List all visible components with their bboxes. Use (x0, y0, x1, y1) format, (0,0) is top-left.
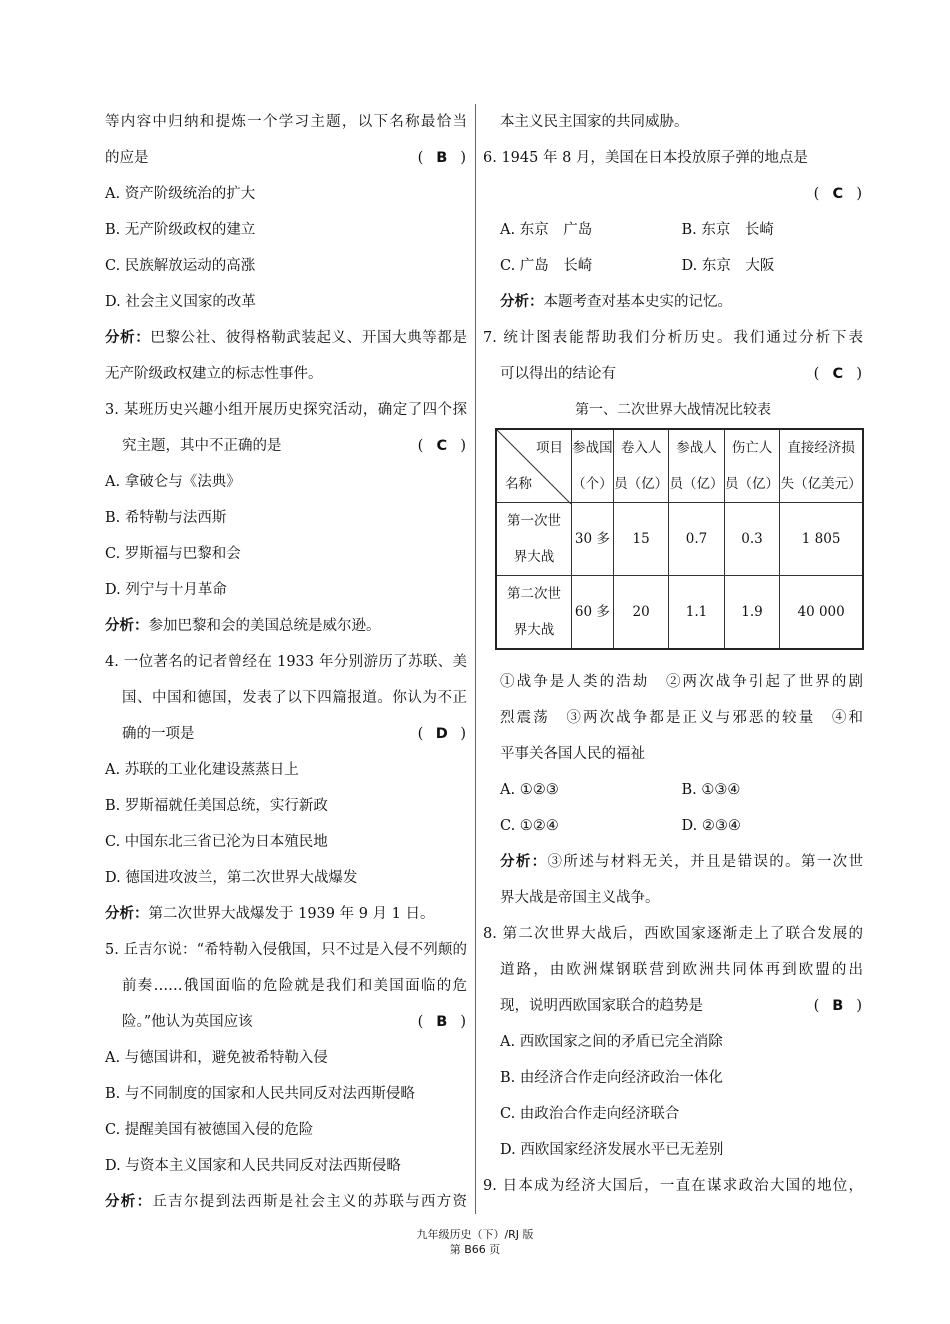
q8-answer: ( B ) (814, 988, 863, 1024)
q4-option-a: A. 苏联的工业化建设蒸蒸日上 (105, 762, 299, 778)
row-name-cell (496, 576, 572, 650)
q8-answer-letter: B (832, 998, 845, 1014)
q7-analysis-line2: 界大战是帝国主义战争。 (500, 890, 660, 906)
comparison-table (495, 428, 864, 650)
q4-option-d: D. 德国进攻波兰，第二次世界大战爆发 (105, 870, 358, 886)
q3-analysis-label: 分析： (105, 618, 149, 634)
q7-statement-line2: 烈震荡 ③两次战争都是正义与邪恶的较量 ④和 (500, 710, 863, 726)
q7-statement-line3: 平事关各国人民的福祉 (500, 746, 645, 762)
q6-analysis (483, 284, 863, 320)
q8-stem-line2: 道路，由欧洲煤钢联营到欧洲共同体再到欧盟的出 (500, 962, 863, 978)
header-cell (780, 429, 863, 503)
q3-stem-line2 (105, 428, 467, 464)
header-text: 参战人 (676, 440, 717, 456)
q4-analysis (105, 896, 467, 932)
q4-analysis-label: 分析： (105, 906, 149, 922)
q3-analysis-text: 参加巴黎和会的美国总统是威尔逊。 (148, 618, 381, 634)
q7-answer-letter: C (832, 366, 845, 382)
q5-stem-text: 险。”他认为英国应该 (122, 1014, 253, 1030)
q6-answer: ( C ) (814, 176, 863, 212)
table-cell: 60 多 (572, 576, 614, 650)
q5-option-d: D. 与资本主义国家和人民共同反对法西斯侵略 (105, 1158, 401, 1174)
q6-stem-line1: 6. 1945 年 8 月，美国在日本投放原子弹的地点是 (483, 150, 808, 166)
header-text: 参战国 (572, 440, 613, 456)
q7-answer: ( C ) (814, 356, 863, 392)
header-unit: 员（亿） (669, 476, 724, 492)
q5-stem-line1: 5. 丘吉尔说：“希特勒入侵俄国，只不过是入侵不列颠的 (105, 942, 467, 958)
corner-bottom-label: 名称 (505, 476, 532, 492)
q7-analysis-label: 分析： (500, 854, 548, 870)
q2-stem-text: 的应是 (105, 150, 149, 166)
q5-analysis-text: 丘吉尔提到法西斯是社会主义的苏联与西方资 (152, 1194, 468, 1210)
q5-answer-letter: B (436, 1014, 449, 1030)
q5-option-a: A. 与德国讲和，避免被希特勒入侵 (105, 1050, 328, 1066)
q5-option-b: B. 与不同制度的国家和人民共同反对法西斯侵略 (105, 1086, 415, 1102)
q7-analysis-text: ③所述与材料无关，并且是错误的。第一次世 (547, 854, 864, 870)
header-cell (613, 429, 668, 503)
q3-option-a: A. 拿破仑与《法典》 (105, 474, 241, 490)
table-cell: 0.3 (724, 503, 779, 576)
table-row (496, 576, 863, 650)
q6-option-d: D. 东京 大阪 (681, 258, 775, 274)
q3-option-d: D. 列宁与十月革命 (105, 582, 227, 598)
q3-answer: ( C ) (418, 428, 467, 464)
q6-analysis-label: 分析： (500, 294, 544, 310)
q2-stem-line1: 等内容中归纳和提炼一个学习主题，以下名称最恰当 (105, 114, 467, 130)
q3-analysis (105, 608, 467, 644)
footer-page-number: 第 B66 页 (449, 1243, 501, 1256)
q2-analysis-line1 (105, 320, 467, 356)
q5-stem-line2: 前奏……俄国面临的危险就是我们和美国面临的危 (122, 978, 467, 994)
q2-option-a: A. 资产阶级统治的扩大 (105, 186, 256, 202)
q7-option-c: C. ①②④ (500, 818, 559, 834)
q4-answer: ( D ) (418, 716, 467, 752)
table-cell: 1 805 (780, 503, 863, 576)
q2-analysis-line2: 无产阶级政权建立的标志性事件。 (105, 366, 323, 382)
corner-top-label: 项目 (536, 440, 563, 456)
q4-analysis-text: 第二次世界大战爆发于 1939 年 9 月 1 日。 (148, 906, 435, 922)
q6-answer-letter: C (832, 186, 845, 202)
table-row (496, 503, 863, 576)
header-text: 伤亡人 (731, 440, 773, 456)
q4-stem-line2: 国、中国和德国，发表了以下四篇报道。你认为不正 (122, 690, 467, 706)
table-cell: 40 000 (780, 576, 863, 650)
q2-option-c: C. 民族解放运动的高涨 (105, 258, 256, 274)
column-divider (475, 104, 476, 1214)
table-cell: 15 (613, 503, 668, 576)
q8-stem-text: 现，说明西欧国家联合的趋势是 (500, 998, 703, 1014)
q4-stem-text: 确的一项是 (122, 726, 195, 742)
table-corner-cell (496, 429, 572, 503)
header-text: 卷入人 (620, 440, 662, 456)
q6-analysis-text: 本题考查对基本史实的记忆。 (543, 294, 732, 310)
q2-analysis-label: 分析： (105, 330, 151, 346)
q8-stem-line3 (483, 988, 863, 1024)
table-cell: 1.1 (669, 576, 724, 650)
header-unit: 员（亿） (725, 476, 780, 492)
q5-option-c: C. 提醒美国有被德国入侵的危险 (105, 1122, 314, 1138)
q6-options-row2 (483, 248, 863, 284)
q6-option-a: A. 东京 广岛 (500, 222, 593, 238)
table-header-row (496, 429, 863, 503)
q9-stem-line1: 9. 日本成为经济大国后，一直在谋求政治大国的地位， (483, 1178, 863, 1194)
q4-option-b: B. 罗斯福就任美国总统，实行新政 (105, 798, 328, 814)
q4-stem-line3 (105, 716, 467, 752)
q2-option-d: D. 社会主义国家的改革 (105, 294, 256, 310)
q3-stem-text: 究主题，其中不正确的是 (122, 438, 282, 454)
q6-option-c: C. 广岛 长崎 (500, 258, 593, 274)
q7-options-row2 (483, 808, 863, 844)
q5-analysis-line2: 本主义民主国家的共同威胁。 (500, 114, 689, 130)
header-unit: 失（亿美元） (780, 476, 862, 492)
q8-option-b: B. 由经济合作走向经济政治一体化 (500, 1070, 723, 1086)
header-cell (572, 429, 614, 503)
q6-option-b: B. 东京 长崎 (681, 222, 774, 238)
table-cell: 20 (613, 576, 668, 650)
q8-option-a: A. 西欧国家之间的矛盾已完全消除 (500, 1034, 723, 1050)
q5-analysis-line1 (105, 1184, 467, 1220)
q7-stem-line1: 7. 统计图表能帮助我们分析历史。我们通过分析下表 (483, 330, 863, 346)
header-unit: 员（亿） (614, 476, 669, 492)
table-title: 第一、二次世界大战情况比较表 (575, 402, 771, 418)
q7-stem-line2 (483, 356, 863, 392)
header-cell (669, 429, 724, 503)
q7-options-row1 (483, 772, 863, 808)
q3-stem-line1: 3. 某班历史兴趣小组开展历史探究活动，确定了四个探 (105, 402, 467, 418)
q5-analysis-label: 分析： (105, 1194, 153, 1210)
q4-stem-line1: 4. 一位著名的记者曾经在 1933 年分别游历了苏联、美 (105, 654, 467, 670)
q3-answer-letter: C (436, 438, 449, 454)
table-cell: 30 多 (572, 503, 614, 576)
q7-stem-text: 可以得出的结论有 (500, 366, 616, 382)
header-unit: （个） (572, 476, 613, 492)
row-name-text: 第一次世 (507, 513, 561, 529)
q8-option-d: D. 西欧国家经济发展水平已无差别 (500, 1142, 724, 1158)
right-column (483, 104, 863, 1204)
q7-option-b: B. ①③④ (681, 782, 741, 798)
table-cell: 0.7 (669, 503, 724, 576)
row-name-text: 界大战 (513, 622, 555, 638)
q3-option-b: B. 希特勒与法西斯 (105, 510, 227, 526)
row-name-cell (496, 503, 572, 576)
header-text: 直接经济损 (787, 440, 855, 456)
q6-options-row1 (483, 212, 863, 248)
q4-option-c: C. 中国东北三省已沦为日本殖民地 (105, 834, 328, 850)
q7-option-a: A. ①②③ (500, 782, 559, 798)
q7-analysis-line1 (483, 844, 863, 880)
q8-option-c: C. 由政治合作走向经济联合 (500, 1106, 680, 1122)
header-cell (724, 429, 779, 503)
q8-stem-line1: 8. 第二次世界大战后，西欧国家逐渐走上了联合发展的 (483, 926, 863, 942)
q2-analysis-text: 巴黎公社、彼得格勒武装起义、开国大典等都是 (150, 330, 468, 346)
footer-book-title: 九年级历史（下）/RJ 版 (416, 1228, 534, 1241)
left-column (105, 104, 467, 1220)
row-name-text: 界大战 (513, 549, 555, 565)
table-cell: 1.9 (724, 576, 779, 650)
q7-statement-line1: ①战争是人类的浩劫 ②两次战争引起了世界的剧 (500, 674, 863, 690)
q2-answer-letter: B (436, 150, 449, 166)
q2-stem-line2 (105, 140, 467, 176)
q5-stem-line3 (105, 1004, 467, 1040)
q2-option-b: B. 无产阶级政权的建立 (105, 222, 256, 238)
q6-answer-line (483, 176, 863, 212)
q7-option-d: D. ②③④ (681, 818, 741, 834)
q3-option-c: C. 罗斯福与巴黎和会 (105, 546, 241, 562)
q4-answer-letter: D (435, 726, 449, 742)
q5-answer: ( B ) (418, 1004, 467, 1040)
q2-answer: ( B ) (418, 140, 467, 176)
row-name-text: 第二次世 (507, 586, 561, 602)
